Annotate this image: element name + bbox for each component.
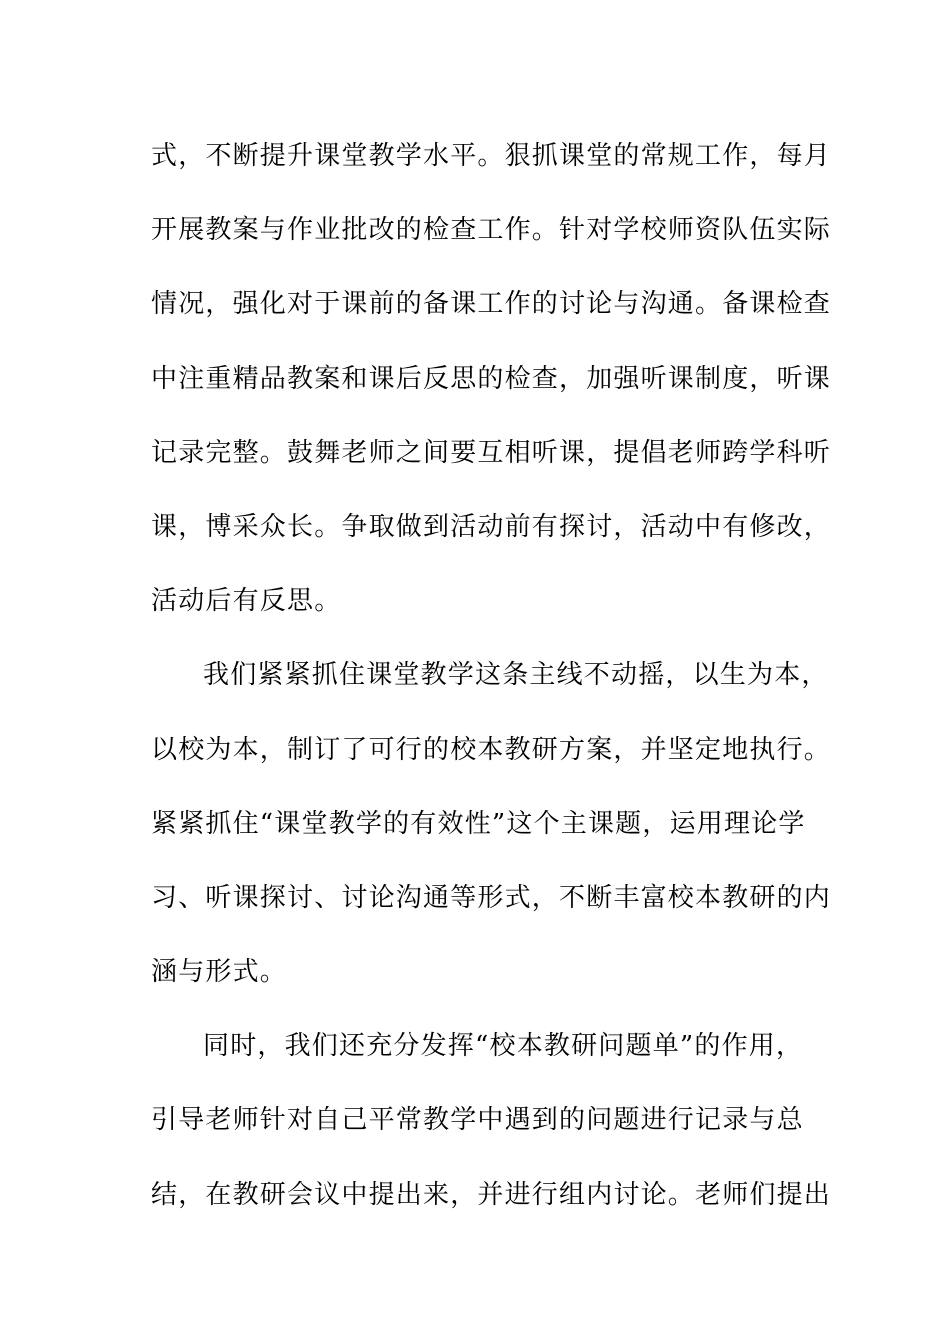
text-line: 式，不断提升课堂教学水平。狠抓课堂的常规工作，每月 bbox=[151, 141, 832, 171]
text-line: 课，博采众长。争取做到活动前有探讨，活动中有修改， bbox=[151, 511, 832, 542]
text-line: 紧紧抓住“课堂教学的有效性”这个主课题，运用理论学 bbox=[151, 808, 806, 839]
text-line: 以校为本，制订了可行的校本教研方案，并坚定地执行。 bbox=[151, 734, 832, 765]
text-line: 开展教案与作业批改的检查工作。针对学校师资队伍实际 bbox=[151, 215, 832, 246]
text-line: 记录完整。鼓舞老师之间要互相听课，提倡老师跨学科听 bbox=[151, 437, 832, 468]
text-line: 活动后有反思。 bbox=[151, 586, 342, 617]
text-line: 引导老师针对自己平常教学中遇到的问题进行记录与总 bbox=[151, 1105, 804, 1136]
text-line: 结，在教研会议中提出来，并进行组内讨论。老师们提出 bbox=[151, 1179, 832, 1210]
text-line: 涵与形式。 bbox=[151, 957, 288, 988]
text-line: 情况，强化对于课前的备课工作的讨论与沟通。备课检查 bbox=[151, 289, 832, 320]
text-line: 习、听课探讨、讨论沟通等形式，不断丰富校本教研的内 bbox=[151, 882, 832, 913]
body-text bbox=[151, 131, 832, 1244]
text-line: 同时，我们还充分发挥“校本教研问题单”的作用， bbox=[203, 1031, 804, 1062]
text-line: 中注重精品教案和课后反思的检查，加强听课制度，听课 bbox=[151, 363, 832, 394]
text-line: 我们紧紧抓住课堂教学这条主线不动摇，以生为本， bbox=[203, 660, 829, 691]
